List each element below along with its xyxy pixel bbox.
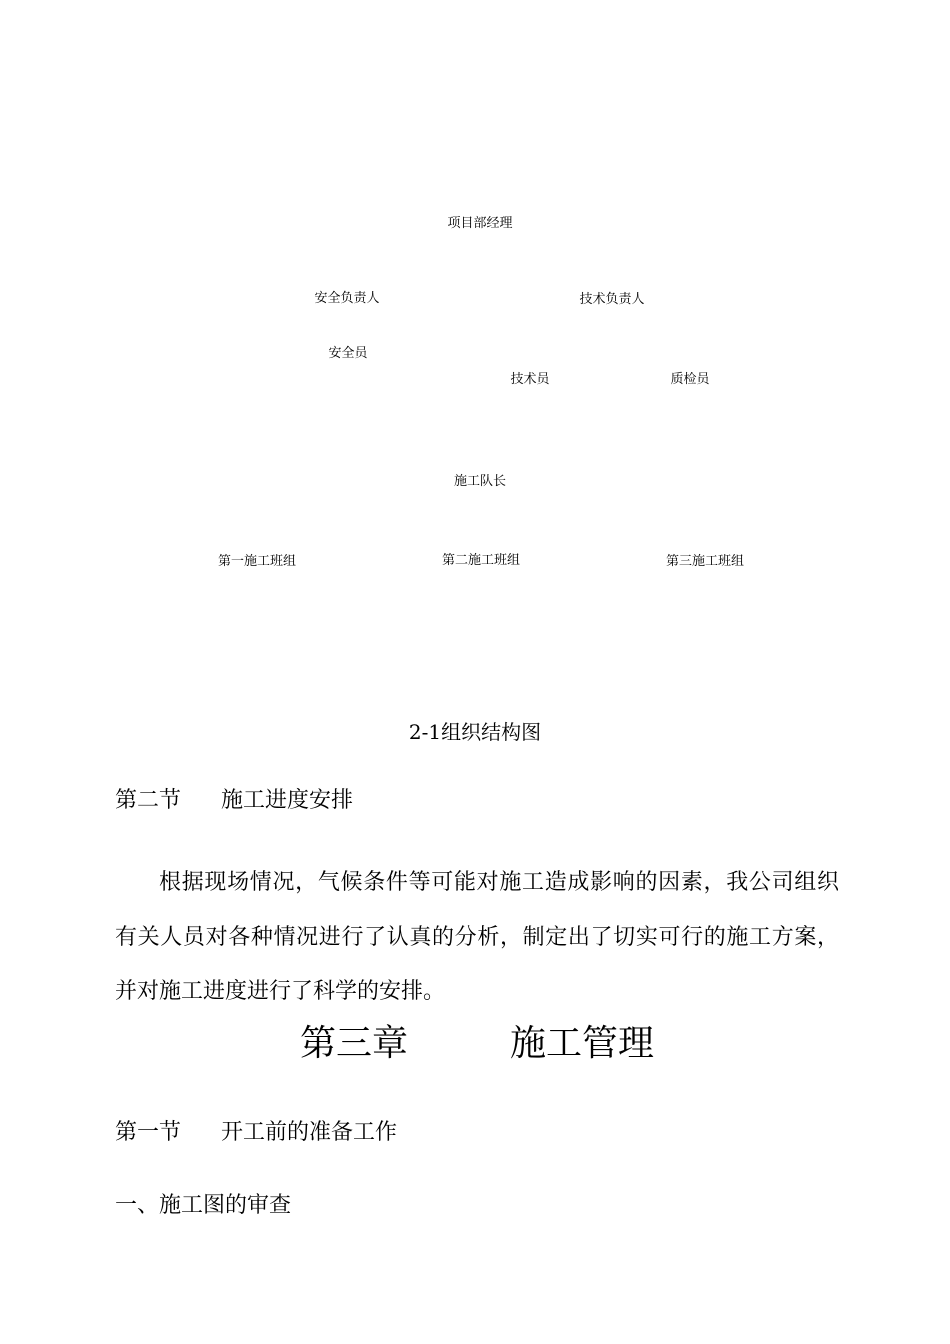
chapter-title: 施工管理 — [510, 1023, 655, 1064]
org-node-group-2: 第二施工班组 — [441, 553, 521, 568]
org-node-safety-lead: 安全负责人 — [314, 291, 380, 306]
section-heading-schedule — [115, 787, 353, 815]
list-item-drawing-review: 一、施工图的审查 — [115, 1193, 292, 1218]
chapter-number: 第三章 — [300, 1023, 409, 1064]
section-heading-preparation — [115, 1119, 397, 1147]
org-node-group-3: 第三施工班组 — [665, 554, 745, 569]
section-title: 开工前的准备工作 — [221, 1120, 398, 1145]
section-number: 第一节 — [115, 1120, 182, 1145]
org-node-group-1: 第一施工班组 — [217, 554, 297, 569]
org-node-quality-inspector: 质检员 — [670, 372, 710, 387]
section-title: 施工进度安排 — [221, 788, 354, 813]
org-node-technician: 技术员 — [510, 372, 550, 387]
section-number: 第二节 — [115, 788, 182, 813]
org-node-team-leader: 施工队长 — [453, 474, 507, 489]
figure-caption: 2-1组织结构图 — [408, 720, 542, 744]
org-node-tech-lead: 技术负责人 — [579, 292, 645, 307]
org-node-safety-officer: 安全员 — [328, 346, 368, 361]
org-node-manager: 项目部经理 — [447, 216, 513, 231]
schedule-paragraph: 根据现场情况，气候条件等可能对施工造成影响的因素，我公司组织有关人员对各种情况进行了认真的分析，制定出了切实可行的施工方案，并对施工进度进行了科学的安排。 — [115, 870, 839, 1004]
